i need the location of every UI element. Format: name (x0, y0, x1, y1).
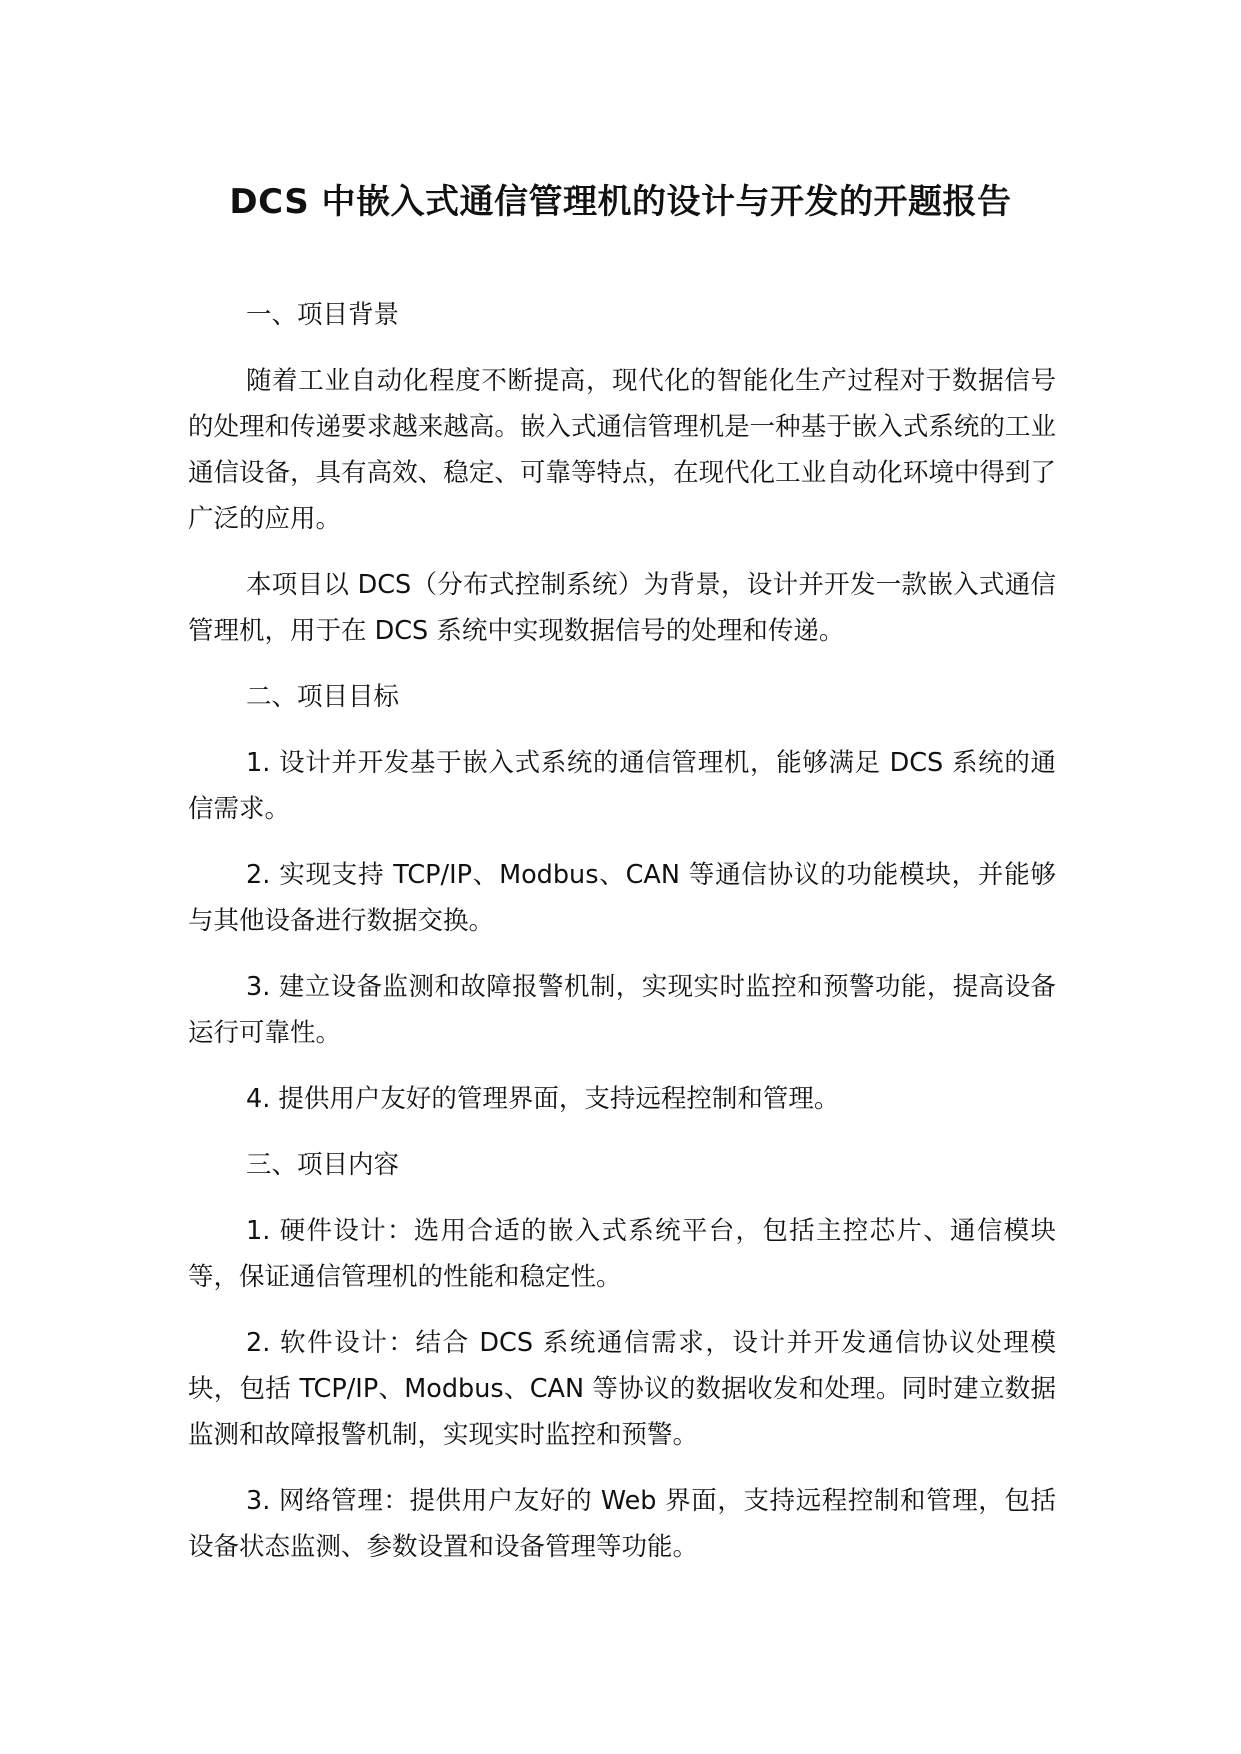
section-heading-content: 三、项目内容 (246, 1150, 400, 1180)
list-item: 1. 设计并开发基于嵌入式系统的通信管理机，能够满足 DCS 系统的通信需求。 (188, 748, 1056, 824)
document-title: DCS 中嵌入式通信管理机的设计与开发的开题报告 (229, 182, 1012, 222)
list-item: 3. 建立设备监测和故障报警机制，实现实时监控和预警功能，提高设备运行可靠性。 (188, 972, 1056, 1048)
section-heading-background: 一、项目背景 (246, 300, 400, 330)
paragraph: 随着工业自动化程度不断提高，现代化的智能化生产过程对于数据信号的处理和传递要求越来越高。嵌入式通信管理机是一种基于嵌入式系统的工业通信设备，具有高效、稳定、可靠等特点，在现代化工业自动化环境中得到了广泛的应用。 (188, 366, 1056, 534)
list-item: 4. 提供用户友好的管理界面，支持远程控制和管理。 (246, 1084, 840, 1114)
section-heading-goals: 二、项目目标 (246, 682, 400, 712)
list-item: 2. 实现支持 TCP/IP、Modbus、CAN 等通信协议的功能模块，并能够与其他设备进行数据交换。 (188, 860, 1056, 936)
paragraph: 本项目以 DCS（分布式控制系统）为背景，设计并开发一款嵌入式通信管理机，用于在 DCS 系统中实现数据信号的处理和传递。 (188, 570, 1056, 646)
list-item: 1. 硬件设计：选用合适的嵌入式系统平台，包括主控芯片、通信模块等，保证通信管理机的性能和稳定性。 (188, 1216, 1056, 1292)
list-item: 2. 软件设计：结合 DCS 系统通信需求，设计并开发通信协议处理模块，包括 TCP/IP、Modbus、CAN 等协议的数据收发和处理。同时建立数据监测和故障报警机制，实现实时监控和预警。 (188, 1328, 1056, 1450)
list-item: 3. 网络管理：提供用户友好的 Web 界面，支持远程控制和管理，包括设备状态监测、参数设置和设备管理等功能。 (188, 1486, 1056, 1562)
document-body (188, 292, 1056, 1590)
